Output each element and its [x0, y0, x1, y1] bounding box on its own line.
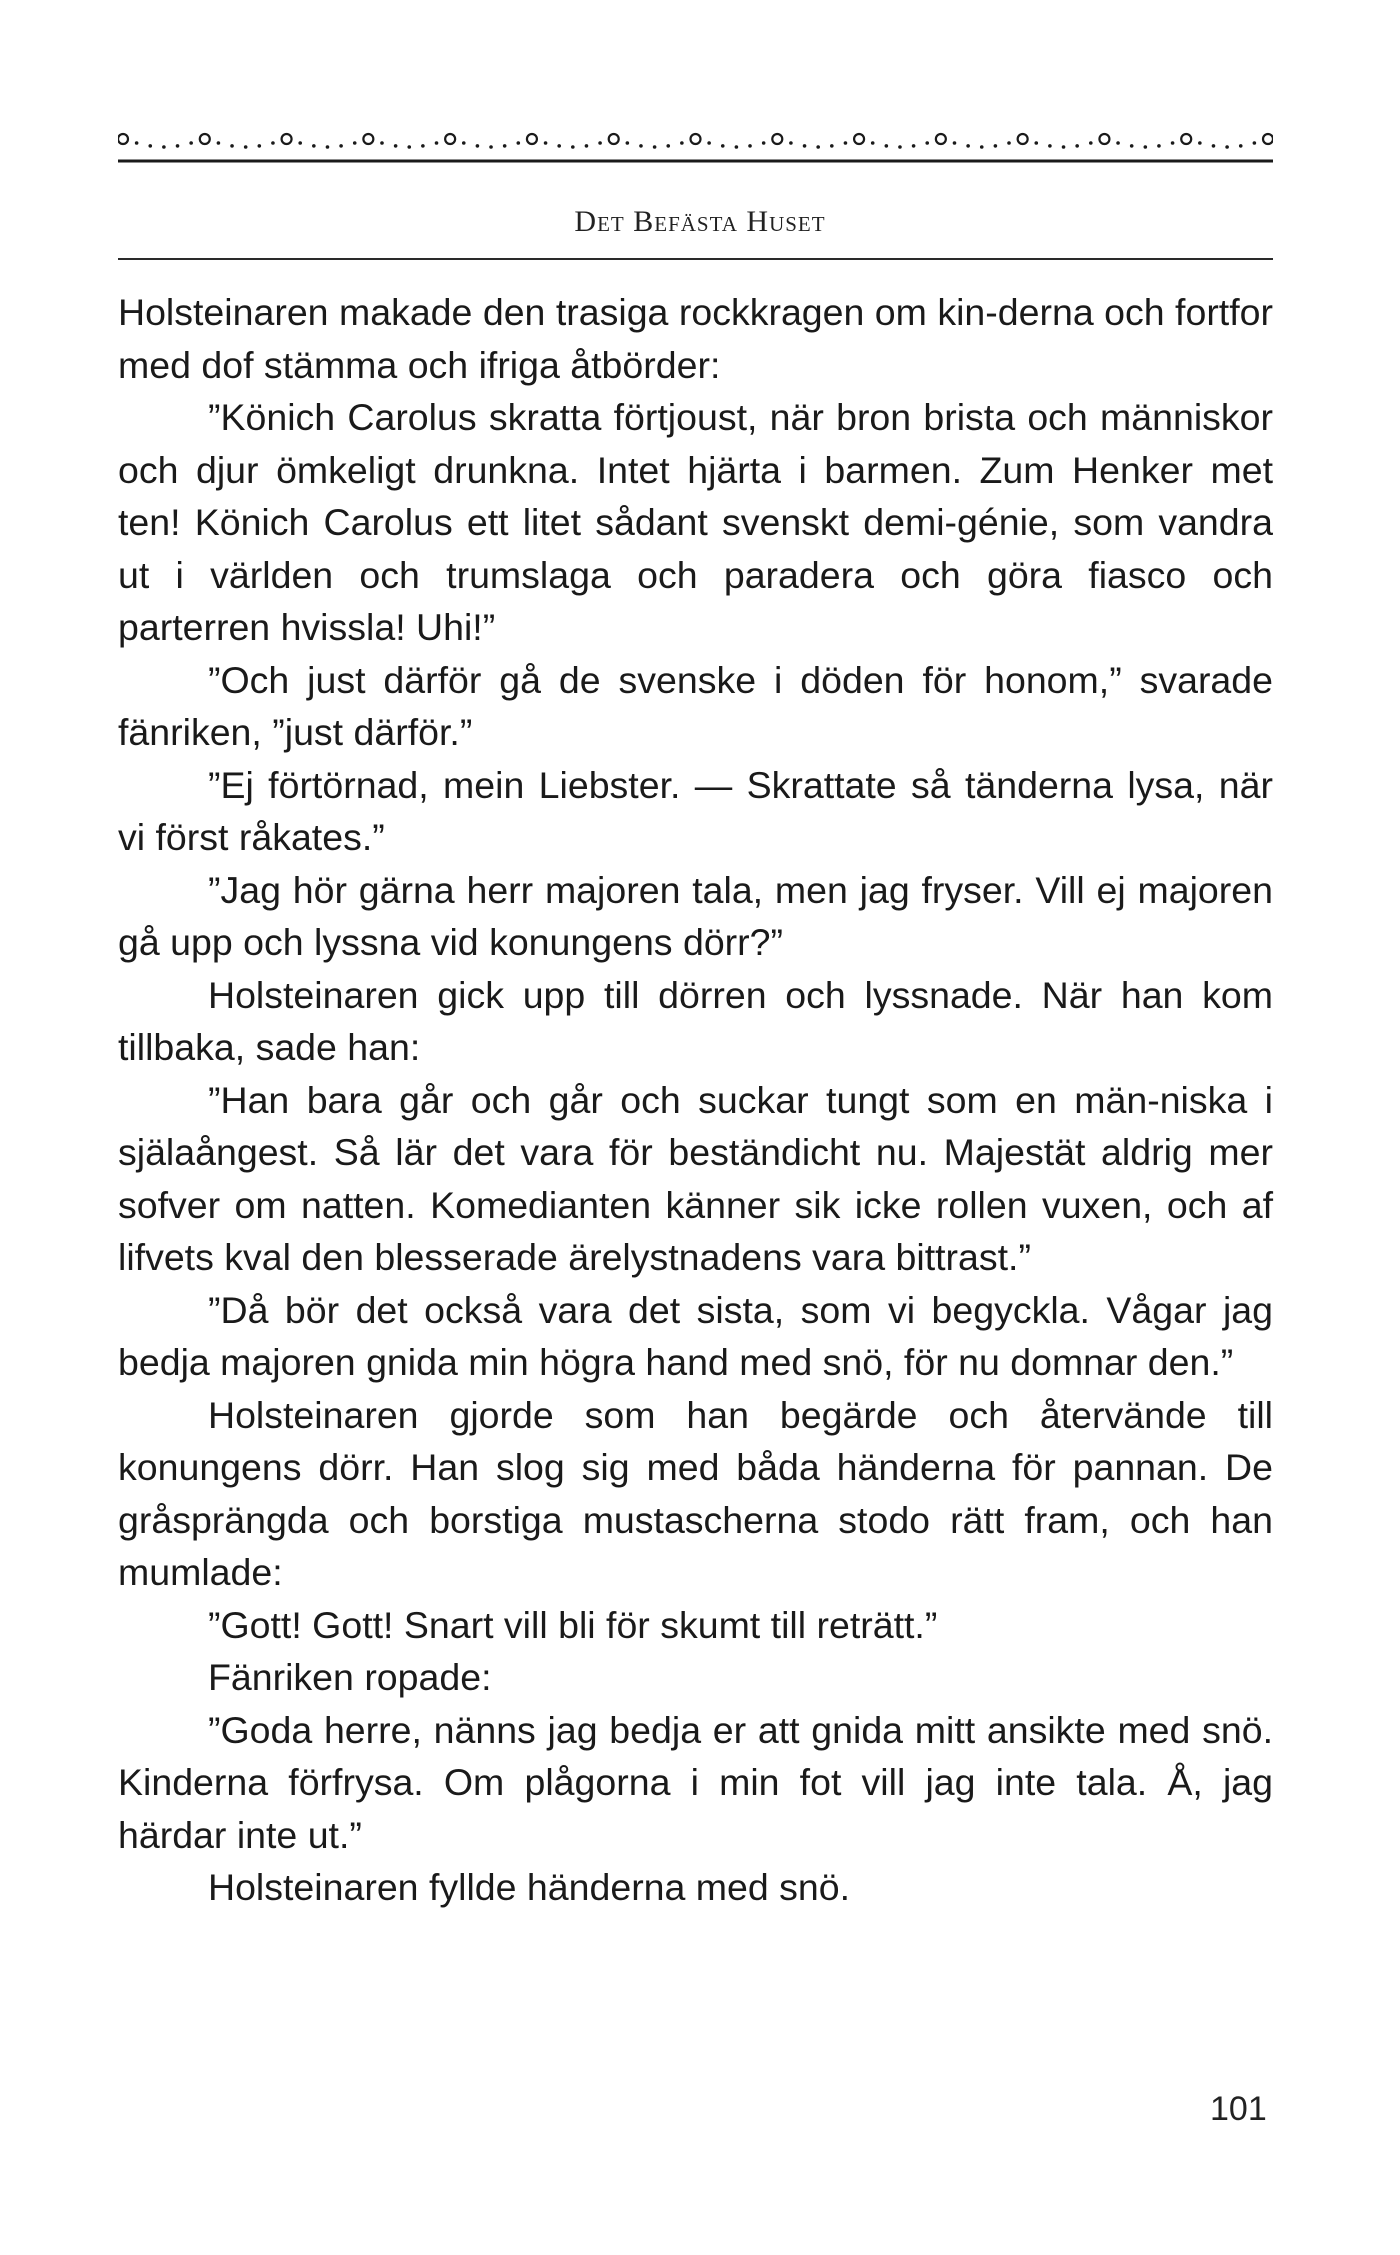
ornament-dot — [898, 145, 902, 149]
ornament-dot — [544, 141, 548, 145]
paragraph: ”Då bör det också vara det sista, som vi begyckla. Vågar jag bedja majoren gnida min högra hand med snö, för nu domnar den.” — [118, 1288, 1273, 1383]
ornament-dot — [462, 141, 466, 145]
ornament-dot — [339, 144, 343, 148]
ornament-dot — [680, 141, 684, 145]
ornament-ring — [200, 134, 210, 144]
ornament-dot — [1130, 144, 1134, 148]
header-rule — [118, 258, 1273, 260]
ornament-dot — [912, 144, 916, 148]
ornament-ring — [282, 134, 292, 144]
ornament-ring — [691, 134, 701, 144]
ornament-ring — [609, 134, 619, 144]
ornament-dot — [885, 144, 889, 148]
ornament-ring — [1099, 134, 1109, 144]
ornament-dot — [217, 141, 221, 145]
ornament-dot — [476, 144, 480, 148]
ornament-dot — [789, 141, 793, 145]
ornament-dot — [735, 145, 739, 149]
ornament-dot — [1253, 141, 1257, 145]
ornament-dot — [762, 141, 766, 145]
ornament-ring — [1018, 134, 1028, 144]
ornament-dot — [557, 144, 561, 148]
ornament-dot — [148, 144, 152, 148]
ornament-dot — [871, 141, 875, 145]
ornament-dot — [1171, 141, 1175, 145]
ornament-dot — [230, 144, 234, 148]
ornament-dot — [980, 145, 984, 149]
ornament-dot — [1007, 141, 1011, 145]
ornament-dot — [571, 145, 575, 149]
page-body — [118, 286, 1273, 1914]
ornament-ring — [1263, 134, 1273, 144]
paragraph: ”Han bara går och går och suckar tungt som en män-niska i själaångest. Så lär det vara för beständicht nu. Majestät aldrig mer sofver om natten. Komedianten känner sik icke rollen vuxen, och af lifvets kval den blesserade ärelystnadens vara bittrast.” — [118, 1078, 1273, 1278]
ornament-dot — [1198, 141, 1202, 145]
ornament-dot — [653, 145, 657, 149]
ornament-dot — [994, 144, 998, 148]
paragraph: Fänriken ropade: — [208, 1656, 492, 1698]
ornament-ring — [936, 134, 946, 144]
running-head: Det Befästa Huset — [574, 205, 826, 238]
ornament-dot — [298, 141, 302, 145]
ornament-dot — [312, 144, 316, 148]
ornament-dot — [421, 144, 425, 148]
ornament-dot — [516, 141, 520, 145]
ornament-dot — [830, 144, 834, 148]
paragraph: Holsteinaren gick upp till dörren och lyssnade. När han kom tillbaka, sade han: — [118, 973, 1273, 1068]
paragraph: Holsteinaren gjorde som han begärde och återvände till konungens dörr. Han slog sig med båda händerna för pannan. De gråsprängda och borstiga mustascherna stodo rätt fram, och han mumlade: — [118, 1393, 1273, 1593]
ornament-dot — [135, 141, 139, 145]
ornament-dot — [585, 144, 589, 148]
ornament-dot — [816, 145, 820, 149]
ornament-dot — [1034, 141, 1038, 145]
ornament-dot — [666, 144, 670, 148]
ornament-dot — [1239, 144, 1243, 148]
ornament-dot — [258, 144, 262, 148]
page-number: 101 — [1210, 2090, 1267, 2128]
paragraph: ”Gott! Gott! Snart vill bli för skumt till reträtt.” — [208, 1603, 938, 1646]
ornament-dot — [380, 141, 384, 145]
ornament-dot — [639, 144, 643, 148]
ornament-dot — [1062, 145, 1066, 149]
ornament-dot — [189, 141, 193, 145]
paragraph: ”Jag hör gärna herr majoren tala, men jag fryser. Vill ej majoren gå upp och lyssna vid konungens dörr?” — [118, 868, 1273, 963]
ornament-dot — [803, 144, 807, 148]
ornament-dot — [407, 145, 411, 149]
ornament-ring — [854, 134, 864, 144]
ornament-dot — [353, 141, 357, 145]
ornament-dot — [844, 141, 848, 145]
ornament-dot — [1212, 144, 1216, 148]
ornament-dot — [1075, 144, 1079, 148]
ornament-dot — [966, 144, 970, 148]
ornament-dot — [707, 141, 711, 145]
ornament-dot — [598, 141, 602, 145]
paragraph: Holsteinaren makade den trasiga rockkragen om kin-derna och fortfor med dof stämma och ifriga åtbörder: — [118, 291, 1273, 386]
ornament-dot — [925, 141, 929, 145]
ornament-ring — [772, 134, 782, 144]
ornament-dot — [326, 145, 330, 149]
ornament-dot — [271, 141, 275, 145]
ornament-dot — [626, 141, 630, 145]
paragraph: ”Goda herre, nänns jag bedja er att gnida mitt ansikte med snö. Kinderna förfrysa. Om plågorna i min fot vill jag inte tala. Å, jag härdar inte ut.” — [118, 1708, 1273, 1856]
ornament-dot — [435, 141, 439, 145]
ornament-dot — [176, 144, 180, 148]
ornament-dot — [489, 145, 493, 149]
ornament-ring — [363, 134, 373, 144]
ornament-dot — [162, 145, 166, 149]
ornament-dot — [1089, 141, 1093, 145]
ornament-dot — [1116, 141, 1120, 145]
ornament-dot — [1225, 145, 1229, 149]
ornament-dot — [1157, 144, 1161, 148]
ornament-ring — [118, 134, 128, 144]
ornament-dot — [748, 144, 752, 148]
paragraph: ”Könich Carolus skratta förtjoust, när bron brista och människor och djur ömkeligt drunkna. Intet hjärta i barmen. Zum Henker met ten! Könich Carolus ett litet sådant svenskt demi-génie, som vandra ut i världen och trumslaga och paradera och göra fiasco och parterren hvissla! Uhi!” — [118, 396, 1273, 648]
ornament-dot — [1048, 144, 1052, 148]
ornament-dot — [953, 141, 957, 145]
header-ornament — [118, 125, 1273, 175]
paragraph: Holsteinaren fyllde händerna med snö. — [208, 1866, 851, 1908]
ornament-ring — [527, 134, 537, 144]
ornament-dot — [244, 145, 248, 149]
ornament-dot — [721, 144, 725, 148]
ornament-ring — [1181, 134, 1191, 144]
paragraph: ”Och just därför gå de svenske i döden för honom,” svarade fänriken, ”just därför.” — [118, 658, 1273, 753]
ornament-dot — [1144, 145, 1148, 149]
ornament-ring — [445, 134, 455, 144]
ornament-dot — [503, 144, 507, 148]
ornament-dot — [394, 144, 398, 148]
paragraph: ”Ej förtörnad, mein Liebster. — Skrattate så tänderna lysa, när vi först råkates.” — [118, 763, 1273, 858]
